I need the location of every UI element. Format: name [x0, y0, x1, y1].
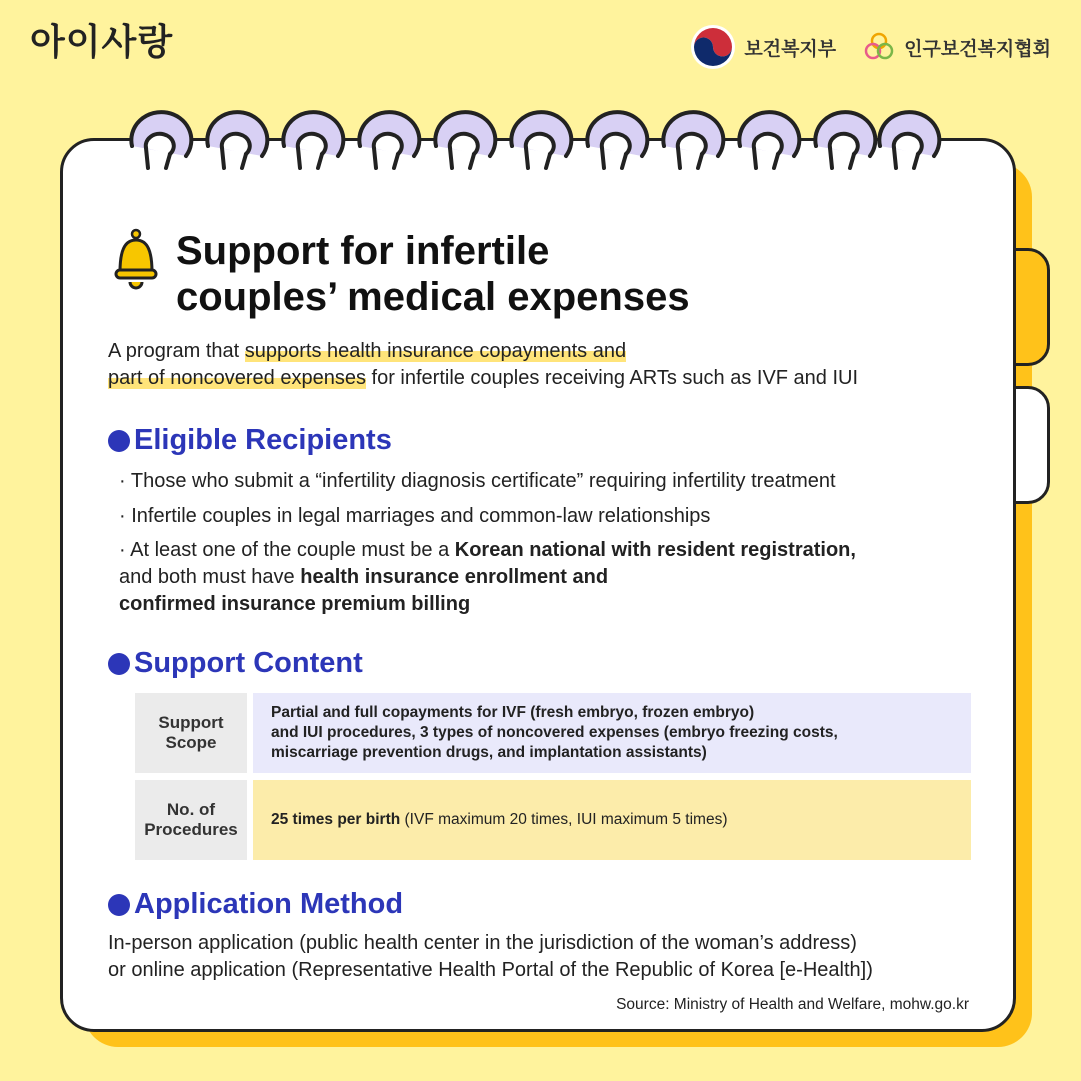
brand-logo: 아이사랑 — [30, 22, 174, 63]
ppfk-logo-text: 인구보건복지협회 — [904, 37, 1051, 60]
binder-ring-icon — [283, 112, 343, 168]
taegeuk-logo-icon — [690, 24, 736, 70]
bullet-dot-icon — [108, 894, 130, 916]
binder-rings — [124, 106, 944, 186]
scope-line-2: and IUI procedures, 3 types of noncovered expenses (embryo freezing costs, — [271, 724, 838, 741]
table-cell-procedures — [253, 780, 971, 860]
eligible-bullet-3-bold3: confirmed insurance premium billing — [119, 593, 471, 615]
binder-ring-icon — [435, 112, 495, 168]
eligible-bullet-3-bold2: health insurance enrollment and — [300, 566, 609, 588]
section-support — [108, 647, 363, 680]
section-support-title: Support Content — [134, 647, 363, 679]
procedures-label-a: No. of — [166, 800, 216, 819]
source-note: Source: Ministry of Health and Welfare, mohw.go.kr — [616, 996, 969, 1013]
binder-ring-icon — [587, 112, 647, 168]
eligible-bullet-3-pre: · At least one of the couple must be a — [119, 539, 455, 561]
bullet-dot-icon — [108, 653, 130, 675]
table-header-procedures — [135, 780, 247, 860]
table-row-procedures — [135, 780, 971, 860]
section-eligible — [108, 424, 392, 457]
bell-icon — [112, 228, 160, 290]
ppfk-logo-icon — [862, 30, 896, 64]
binder-ring-icon — [511, 112, 571, 168]
procedures-rest: (IVF maximum 20 times, IUI maximum 5 times) — [400, 811, 728, 828]
application-text — [108, 930, 988, 984]
section-application — [108, 888, 403, 921]
binder-ring-icon — [131, 112, 191, 168]
mohw-logo — [690, 24, 836, 70]
binder-ring-icon — [207, 112, 267, 168]
procedures-bold: 25 times per birth — [271, 811, 401, 828]
page-title-line2: couples’ medical expenses — [176, 275, 690, 319]
section-application-title: Application Method — [134, 888, 404, 920]
table-row-scope — [135, 693, 971, 773]
mohw-logo-text: 보건복지부 — [744, 37, 837, 60]
application-line-2: or online application (Representative Health Portal of the Republic of Korea [e-Health]) — [108, 959, 873, 981]
binder-ring-icon — [663, 112, 723, 168]
binder-ring-icon — [359, 112, 419, 168]
scope-line-1: Partial and full copayments for IVF (fresh embryo, frozen embryo) — [271, 704, 755, 721]
scope-line-3: miscarriage prevention drugs, and implantation assistants) — [271, 744, 707, 761]
section-eligible-title: Eligible Recipients — [134, 424, 392, 456]
eligible-bullet-2: · Infertile couples in legal marriages and common-law relationships — [119, 505, 711, 527]
scope-label-a: Support — [158, 713, 224, 732]
page-title-line1: Support for infertile — [176, 229, 550, 273]
eligible-bullet-3 — [119, 537, 979, 618]
partner-logos — [690, 24, 1051, 70]
binder-ring-icon — [739, 112, 799, 168]
intro-pre: A program that — [108, 340, 245, 362]
intro-post: for infertile couples receiving ARTs such as IVF and IUI — [365, 367, 859, 389]
table-cell-scope — [253, 693, 971, 773]
intro-highlight-2: part of noncovered expenses — [108, 367, 366, 389]
binder-ring-icon — [879, 112, 939, 168]
page-title-block — [112, 228, 690, 320]
application-line-1: In-person application (public health center in the jurisdiction of the woman’s address) — [108, 932, 857, 954]
eligible-bullet-3-mid: and both must have — [119, 566, 301, 588]
binder-ring-icon — [815, 112, 875, 168]
ppfk-logo — [862, 30, 1051, 64]
eligible-bullet-1: · Those who submit a “infertility diagnosis certificate” requiring infertility treatment — [119, 470, 836, 492]
bullet-dot-icon — [108, 430, 130, 452]
scope-label-b: Scope — [165, 733, 217, 752]
page-title — [176, 228, 690, 320]
table-header-scope — [135, 693, 247, 773]
eligible-bullet-3-bold1: Korean national with resident registration, — [454, 539, 856, 561]
procedures-label-b: Procedures — [144, 820, 238, 839]
intro-text — [108, 338, 988, 392]
intro-highlight-1: supports health insurance copayments and — [244, 340, 627, 362]
